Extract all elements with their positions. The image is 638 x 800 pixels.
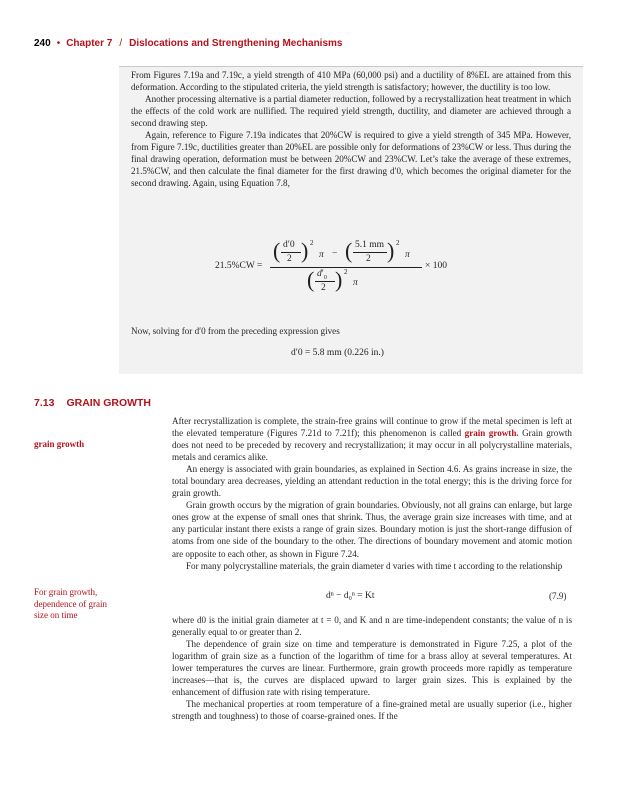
right-paren-3: ) <box>335 267 343 292</box>
half-3: 2 <box>321 283 326 293</box>
body-paragraph-1 <box>172 415 572 463</box>
square-2: 2 <box>396 239 400 247</box>
minus-sign: − <box>332 249 338 259</box>
left-paren-2: ( <box>345 238 353 263</box>
example-paragraph-3: Again, reference to Figure 7.19a indicates that 20%CW is required to give a yield strength of 345 MPa. However, from Figure 7.19c, ductilities greater than 20%EL are possible only for deformations of 23%CW or less. Thus during the final drawing operation, deformation must be between 20%CW and 23%CW. Let’s take the average of these extremes, 21.5%CW, and then calculate the final diameter for the first drawing d′0, which becomes the original diameter for the second drawing. Again, using Equation 7.8, <box>131 130 571 189</box>
margin-note-relationship <box>34 587 107 622</box>
page-number: 240 <box>34 38 51 49</box>
glossary-term-grain-growth: grain growth. <box>464 428 519 439</box>
example-text <box>131 69 571 189</box>
body-paragraph-3: Grain growth occurs by the migration of grain boundaries. Obviously, not all grains can enlarge, but large ones grow at the expense of small ones that shrink. Thus, the average grain size increases with time, and at any particular instant there exists a range of grain sizes. Boundary motion is just the short-range diffusion of atoms from one side of the boundary to the other. The directions of boundary movement and atomic motion are opposite to each other, as shown in Figure 7.24. <box>172 500 572 559</box>
body-paragraph-2: An energy is associated with grain boundaries, as explained in Section 4.6. As grains increase in size, the total boundary area decreases, yielding an attendant reduction in the total energy; this is the driving force for grain growth. <box>172 464 572 499</box>
section-heading <box>34 397 151 409</box>
running-header <box>34 38 342 49</box>
equation-lhs: 21.5%CW = <box>215 261 263 271</box>
denominator-term: $d'_0$ <box>317 269 327 281</box>
margin-term-grain-growth: grain growth <box>34 439 85 449</box>
body-paragraph-7: The mechanical properties at room temperature of a fine-grained metal are usually superior (i.e., higher strength and toughness) to those of coarse-grained ones. If the <box>172 699 572 722</box>
right-paren-1: ) <box>301 238 309 263</box>
result-equation: d′0 = 5.8 mm (0.226 in.) <box>291 348 384 358</box>
header-slash: / <box>119 38 123 49</box>
margin-note-line-2: dependence of grain <box>34 598 107 609</box>
left-paren-3: ( <box>307 267 315 292</box>
pi-3: π <box>353 278 358 288</box>
body-paragraph-6: The dependence of grain size on time and temperature is demonstrated in Figure 7.25, a plot of the logarithm of grain size as a function of the logarithm of time for a brass alloy at several temperatures. At lower temperatures the curves are linear. Furthermore, grain growth proceeds more rapidly as temperature increases—that is, the curves are displaced upward to larger grain sizes. This is explained by the enhancement of diffusion rate with rising temperature. <box>172 639 572 698</box>
body-text-continued <box>172 614 572 722</box>
frac-bar-small-1 <box>281 252 301 253</box>
example-paragraph-4: Now, solving for d′0 from the preceding expression gives <box>131 326 340 336</box>
square-1: 2 <box>310 239 314 247</box>
body-paragraph-1-start: After recrystallization is complete, the strain-free grains will continue to grow if the metal specimen is left at the elevated temperature (Figures 7.21d to 7.21f); this phenomenon is called <box>172 416 572 439</box>
grain-growth-equation: dⁿ − d₀ⁿ = Kt <box>326 591 375 601</box>
margin-note-line-1: For grain growth, <box>34 587 98 597</box>
body-paragraph-5: where d0 is the initial grain diameter at t = 0, and K and n are time-independent constants; the value of n is generally equal to or greater than 2. <box>172 615 572 638</box>
chapter-label: Chapter 7 <box>66 38 113 49</box>
chapter-title: Dislocations and Strengthening Mechanisms <box>129 38 343 49</box>
frac-bar-small-3 <box>315 281 335 282</box>
body-text <box>172 415 572 572</box>
example-paragraph-1: From Figures 7.19a and 7.19c, a yield strength of 410 MPa (60,000 psi) and a ductility of 8%EL are attained from this deformation. According to the stipulated criteria, the yield strength is satisfactory; however, the ductility is too low. <box>131 70 571 93</box>
example-paragraph-2: Another processing alternative is a partial diameter reduction, followed by a recrystallization heat treatment in which the effects of the cold work are nullified. The required yield strength, ductility, and diameter are achieved through a second drawing step. <box>131 94 571 129</box>
times-100: × 100 <box>425 261 447 271</box>
half-2: 2 <box>366 254 371 264</box>
right-paren-2: ) <box>387 238 395 263</box>
equation-number: (7.9) <box>549 591 567 601</box>
section-number: 7.13 <box>34 397 55 409</box>
pi-1: π <box>319 250 324 260</box>
margin-note-line-3: size on time <box>34 610 78 620</box>
numerator-term-1: d′0 <box>283 240 295 250</box>
numerator-term-2: 5.1 mm <box>355 240 385 250</box>
cold-work-equation <box>215 238 475 323</box>
left-paren-1: ( <box>273 238 281 263</box>
body-paragraph-4: For many polycrystalline materials, the grain diameter d varies with time t according to the relationship <box>186 560 563 571</box>
pi-2: π <box>405 250 410 260</box>
body-paragraph-1-rest: Grain growth does not need to be preceded by recovery and recrystallization; it may occur in all polycrystalline materials, metals and ceramics alike. <box>172 428 572 463</box>
frac-bar-small-2 <box>353 252 387 253</box>
section-title: GRAIN GROWTH <box>66 397 152 409</box>
square-3: 2 <box>344 268 348 276</box>
half-1: 2 <box>287 254 292 264</box>
example-text-continued <box>131 325 571 337</box>
header-bullet: • <box>56 38 61 49</box>
